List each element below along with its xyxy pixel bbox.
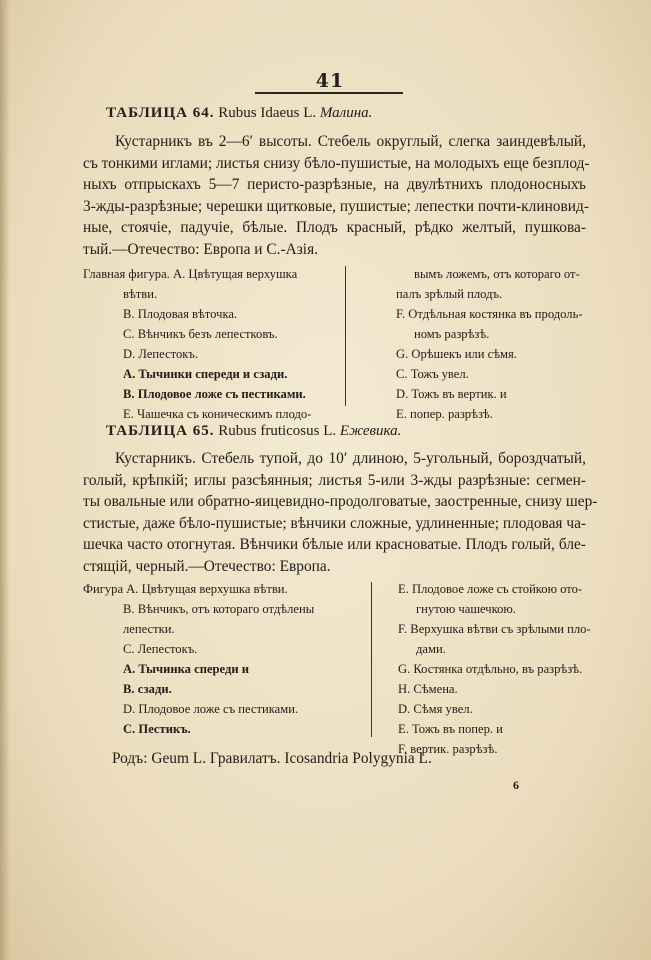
figure-item: палъ зрѣлый плодъ. [396, 287, 503, 301]
para-line: голый, крѣпкій; иглы разсѣянныя; листья 5-или 3-жды разрѣзные: сегмен- [83, 471, 586, 489]
figure-item: вымъ ложемъ, отъ котораго от- [414, 267, 580, 281]
figure-item: D. Тожъ въ вертик. и [396, 387, 507, 401]
table65-heading [106, 423, 401, 440]
figure-item: H. Сѣмена. [398, 682, 458, 696]
para-line: шечка часто отогнутая. Вѣнчики бѣлые или красноватые. Плодъ голый, бле- [83, 536, 586, 553]
figure-item: B. Плодовая вѣточка. [123, 307, 238, 321]
page-number: 41 [315, 70, 345, 92]
para-line: 3-жды-разрѣзные; черешки щитковые, пушистые; лепестки почти-клиновид- [83, 197, 589, 215]
table64-description [83, 131, 590, 260]
column-divider [345, 266, 346, 406]
figure-item: G. Костянка отдѣльно, въ разрѣзѣ. [398, 662, 583, 676]
table64-figures-right [356, 264, 591, 424]
page-number-rule [255, 92, 403, 94]
figure-item: A. Тычинки спереди и сзади. [123, 367, 288, 381]
figure-item: D. Плодовое ложе съ пестиками. [123, 702, 299, 716]
figure-item: C. Вѣнчикъ безъ лепестковъ. [123, 327, 278, 341]
table64-russian: Малина. [319, 105, 373, 121]
figure-item: номъ разрѣзѣ. [414, 327, 490, 341]
table65-russian: Ежевика. [339, 423, 402, 439]
table64-heading [106, 105, 372, 122]
figure-item: E. Чашечка съ коническимъ плодо- [123, 407, 312, 421]
column-divider [371, 582, 372, 737]
figure-item: E. попер. разрѣзѣ. [396, 407, 493, 421]
binding-shadow [0, 0, 10, 960]
table64-figures-left [83, 264, 338, 424]
figure-item: E. Тожъ въ попер. и [398, 722, 503, 736]
figure-item: F. Отдѣльная костянка въ продоль- [396, 307, 583, 321]
figure-item: вѣтви. [123, 287, 158, 301]
para-line: съ тонкими иглами; листья снизу бѣло-пушистые, на молодыхъ еще безплод- [83, 154, 590, 172]
figure-item: Главная фигура. А. Цвѣтущая верхушка [83, 267, 298, 281]
table65-figures-left [83, 579, 353, 739]
genus-line: Родъ: Geum L. Гравилатъ. Icosandria Polygynia L. [112, 750, 432, 767]
figure-item: лепестки. [123, 622, 175, 636]
figure-item: B. сзади. [123, 682, 172, 696]
figure-item: Фигура А. Цвѣтущая верхушка вѣтви. [83, 582, 288, 596]
para-line: ты овальные или обратно-яицевидно-продолговатые, заостренные, снизу шер- [83, 493, 598, 510]
para-line: тый.—Отечество: Европа и С.-Азія. [83, 240, 319, 258]
figure-item: B. Плодовое ложе съ пестиками. [123, 387, 306, 401]
figure-item: C. Пестикъ. [123, 722, 191, 736]
signature-mark: 6 [513, 778, 519, 792]
figure-item: D. Лепестокъ. [123, 347, 199, 361]
table65-figures-right [378, 579, 593, 759]
figure-item: F. Верхушка вѣтви съ зрѣлыми пло- [398, 622, 591, 636]
figure-item: B. Вѣнчикъ, отъ котораго отдѣлены [123, 602, 315, 616]
para-line: ныхъ отпрыскахъ 5—7 перисто-разрѣзные, на двулѣтнихъ плодоносныхъ [83, 176, 586, 193]
figure-item: E. Плодовое ложе съ стойкою ото- [398, 582, 583, 596]
figure-item: C. Тожъ увел. [396, 367, 469, 381]
para-line: стистые, даже бѣло-пушистые; вѣнчики сложные, удлиненные; плодовая ча- [83, 514, 587, 532]
table64-latin: Rubus Idaeus L. [218, 105, 317, 121]
figure-item: F. вертик. разрѣзѣ. [398, 742, 498, 756]
figure-item: D. Сѣмя увел. [398, 702, 473, 716]
figure-item: A. Тычинка спереди и [123, 662, 250, 676]
para-line: ные, стоячіе, падучіе, бѣлые. Плодъ красный, рѣдко желтый, пушкова- [83, 219, 586, 236]
table65-description [83, 448, 598, 577]
table64-label: ТАБЛИЦА 64. [106, 105, 215, 121]
para-line: Кустарникъ въ 2—6′ высоты. Стебель округлый, слегка заиндевѣлый, [115, 133, 586, 150]
para-line: стящій, черный.—Отечество: Европа. [83, 557, 331, 575]
figure-item: гнутою чашечкою. [416, 602, 516, 616]
para-line: Кустарникъ. Стебель тупой, до 10′ длиною, 5-угольный, бороздчатый, [115, 450, 586, 467]
table65-latin: Rubus fruticosus L. [218, 423, 337, 439]
figure-item: C. Лепестокъ. [123, 642, 198, 656]
figure-item: G. Орѣшекъ или сѣмя. [396, 347, 517, 361]
table65-label: ТАБЛИЦА 65. [106, 423, 215, 439]
figure-item: дами. [416, 642, 446, 656]
